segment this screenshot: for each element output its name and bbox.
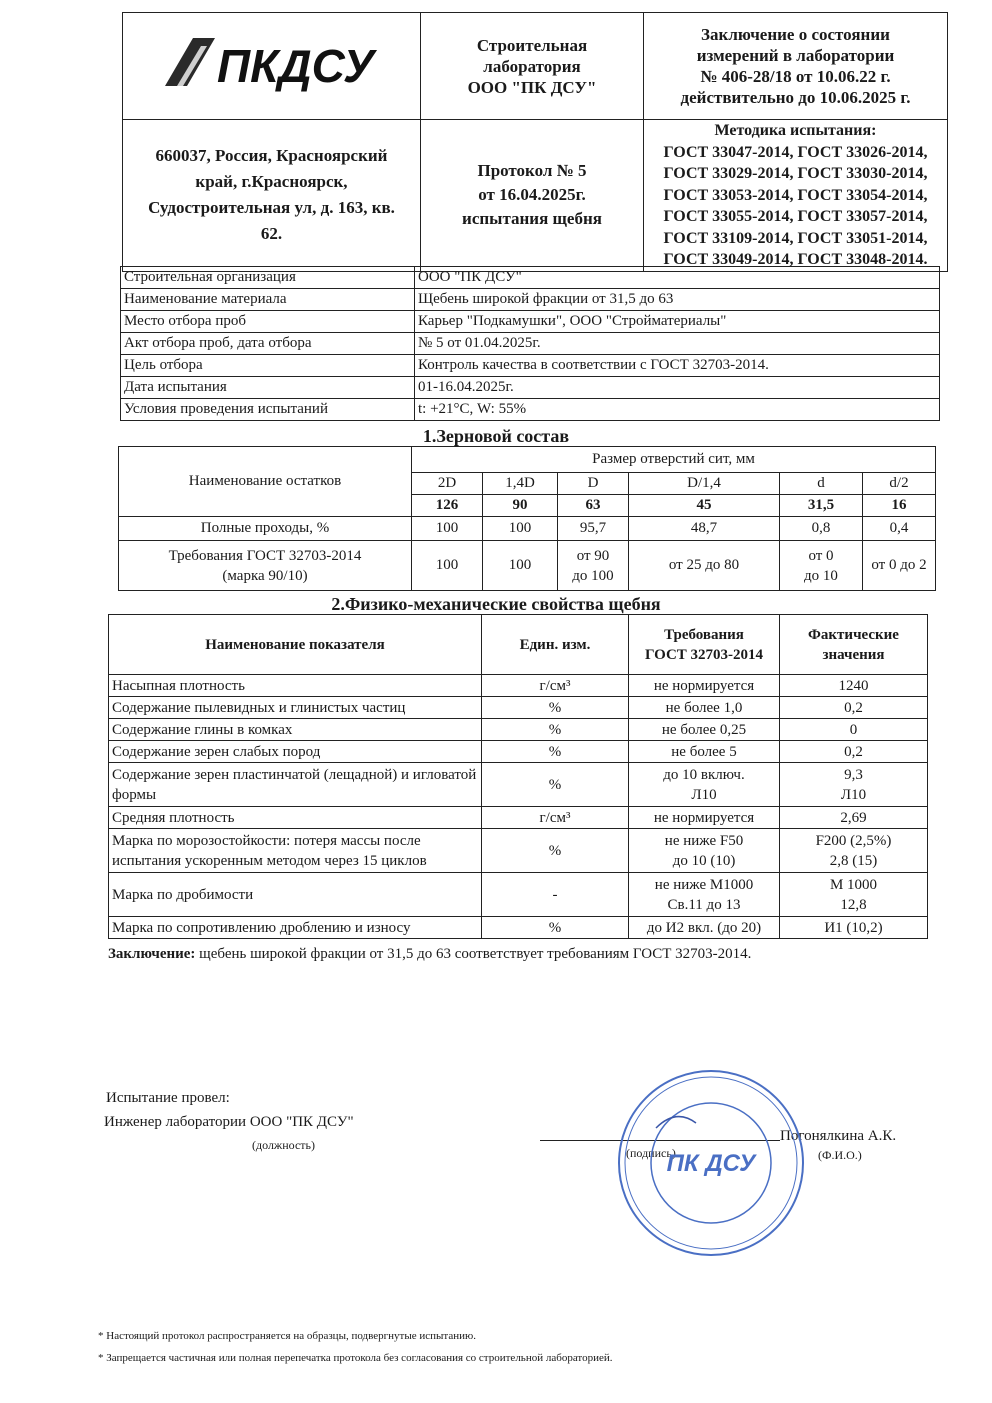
info-value: № 5 от 01.04.2025г. bbox=[415, 333, 940, 355]
info-value: ООО "ПК ДСУ" bbox=[415, 267, 940, 289]
sieve-mm: 45 bbox=[629, 495, 780, 517]
phys-req: не более 5 bbox=[629, 741, 780, 763]
grain-row bbox=[119, 541, 936, 591]
methods-title: Методика испытания: bbox=[714, 122, 877, 139]
phys-fact: 0,2 bbox=[780, 741, 928, 763]
phys-req bbox=[629, 763, 780, 807]
phys-fact bbox=[780, 763, 928, 807]
grain-req-label-line: (марка 90/10) bbox=[222, 567, 308, 584]
grain-cell-line: до 100 bbox=[572, 567, 614, 584]
sieve-size-label: D/1,4 bbox=[629, 473, 780, 495]
grain-composition-table bbox=[118, 446, 936, 591]
logo-text: ПКДСУ bbox=[216, 39, 374, 92]
phys-req-line: Л10 bbox=[691, 786, 717, 803]
phys-fact-line: F200 (2,5%) bbox=[815, 832, 892, 849]
sieve-size-label: 1,4D bbox=[483, 473, 558, 495]
phys-name: Содержание пылевидных и глинистых частиц bbox=[109, 697, 482, 719]
phys-req: не нормируется bbox=[629, 807, 780, 829]
physical-properties-table bbox=[108, 614, 928, 939]
phys-unit: г/см³ bbox=[482, 675, 629, 697]
grain-req-label-line: Требования ГОСТ 32703-2014 bbox=[168, 547, 362, 564]
conclusion-text: щебень широкой фракции от 31,5 до 63 соответствует требованиям ГОСТ 32703-2014. bbox=[195, 946, 752, 962]
engineer-name: Погонялкина А.К. bbox=[780, 1128, 897, 1144]
sieve-size-header: Размер отверстий сит, мм bbox=[412, 447, 936, 473]
footnote: * Запрещается частичная или полная перепечатка протокола без согласования со строительной лабораторией. bbox=[98, 1352, 613, 1364]
grain-cell: 100 bbox=[412, 517, 483, 541]
grain-cell: от 25 до 80 bbox=[629, 541, 780, 591]
info-label: Акт отбора проб, дата отбора bbox=[121, 333, 415, 355]
grain-cell: 0,4 bbox=[863, 517, 936, 541]
phys-row bbox=[109, 741, 928, 763]
protocol-subject: испытания щебня bbox=[462, 209, 602, 229]
phys-req-line: до 10 (10) bbox=[672, 852, 736, 869]
grain-cell bbox=[780, 541, 863, 591]
phys-unit: % bbox=[482, 917, 629, 939]
grain-cell: 100 bbox=[483, 517, 558, 541]
info-row bbox=[121, 377, 940, 399]
phys-header-req bbox=[629, 615, 780, 675]
method-line: ГОСТ 33047-2014, ГОСТ 33026-2014, bbox=[663, 143, 928, 161]
phys-header-req-line: ГОСТ 32703-2014 bbox=[644, 646, 764, 663]
grain-cell: 0,8 bbox=[780, 517, 863, 541]
info-value: Карьер "Подкамушки", ООО "Стройматериалы" bbox=[415, 311, 940, 333]
grain-cell bbox=[558, 541, 629, 591]
phys-header-fact bbox=[780, 615, 928, 675]
phys-row bbox=[109, 763, 928, 807]
conclusion bbox=[108, 946, 751, 963]
phys-header-req-line: Требования bbox=[664, 626, 744, 643]
phys-row bbox=[109, 829, 928, 873]
phys-name: Марка по сопротивлению дроблению и износу bbox=[109, 917, 482, 939]
phys-req: не нормируется bbox=[629, 675, 780, 697]
phys-row bbox=[109, 719, 928, 741]
info-value: t: +21°С, W: 55% bbox=[415, 399, 940, 421]
sieve-mm: 126 bbox=[412, 495, 483, 517]
phys-fact-line: 2,8 (15) bbox=[829, 852, 878, 869]
phys-row bbox=[109, 873, 928, 917]
signature-caption: (подпись) bbox=[626, 1146, 676, 1160]
info-label: Условия проведения испытаний bbox=[121, 399, 415, 421]
phys-req: не более 0,25 bbox=[629, 719, 780, 741]
phys-fact bbox=[780, 873, 928, 917]
grain-name-header: Наименование остатков bbox=[119, 447, 412, 517]
grain-cell: 48,7 bbox=[629, 517, 780, 541]
accreditation-line: Заключение о состоянии bbox=[701, 25, 890, 44]
method-line: ГОСТ 33109-2014, ГОСТ 33051-2014, bbox=[663, 229, 928, 247]
sieve-mm: 63 bbox=[558, 495, 629, 517]
info-value: Щебень широкой фракции от 31,5 до 63 bbox=[415, 289, 940, 311]
sieve-size-label: 2D bbox=[412, 473, 483, 495]
phys-fact bbox=[780, 829, 928, 873]
info-row bbox=[121, 355, 940, 377]
phys-fact: 2,69 bbox=[780, 807, 928, 829]
accreditation-line: № 406-28/18 от 10.06.22 г. bbox=[700, 67, 891, 86]
conclusion-label: Заключение: bbox=[108, 946, 196, 962]
info-label: Строительная организация bbox=[121, 267, 415, 289]
phys-fact: 1240 bbox=[780, 675, 928, 697]
phys-name: Содержание зерен пластинчатой (лещадной) и игловатой формы bbox=[109, 763, 482, 807]
lab-name-cell bbox=[421, 13, 644, 120]
method-line: ГОСТ 33049-2014, ГОСТ 33048-2014. bbox=[663, 251, 928, 268]
phys-unit: % bbox=[482, 763, 629, 807]
company-seal-stamp bbox=[616, 1068, 806, 1258]
phys-name: Содержание глины в комках bbox=[109, 719, 482, 741]
lab-line: Строительная bbox=[476, 35, 588, 55]
info-label: Место отбора проб bbox=[121, 311, 415, 333]
logo-cell bbox=[123, 13, 421, 120]
address-line: 660037, Россия, Красноярский bbox=[155, 146, 388, 166]
phys-name: Средняя плотность bbox=[109, 807, 482, 829]
info-value: 01-16.04.2025г. bbox=[415, 377, 940, 399]
grain-section-title: 1.Зерновой состав bbox=[422, 426, 570, 446]
accreditation-cell bbox=[644, 13, 948, 120]
phys-req-line: до 10 включ. bbox=[663, 766, 745, 783]
phys-row bbox=[109, 917, 928, 939]
sieve-mm: 16 bbox=[863, 495, 936, 517]
phys-req bbox=[629, 873, 780, 917]
grain-cell: 100 bbox=[483, 541, 558, 591]
info-row bbox=[121, 311, 940, 333]
sieve-size-label: D bbox=[558, 473, 629, 495]
accreditation-line: измерений в лаборатории bbox=[696, 46, 895, 65]
address-line: Судостроительная ул, д. 163, кв. bbox=[148, 198, 395, 218]
info-label: Цель отбора bbox=[121, 355, 415, 377]
grain-cell-line: от 0 bbox=[808, 547, 834, 564]
info-row bbox=[121, 399, 940, 421]
phys-name: Марка по дробимости bbox=[109, 873, 482, 917]
grain-row-label bbox=[119, 541, 412, 591]
sieve-mm: 31,5 bbox=[780, 495, 863, 517]
grain-cell-line: от 90 bbox=[576, 547, 610, 564]
svg-text:ПК ДСУ: ПК ДСУ bbox=[666, 1150, 756, 1177]
accreditation-line: действительно до 10.06.2025 г. bbox=[680, 88, 911, 107]
grain-cell: от 0 до 2 bbox=[863, 541, 936, 591]
info-row bbox=[121, 333, 940, 355]
info-label: Дата испытания bbox=[121, 377, 415, 399]
phys-fact: И1 (10,2) bbox=[780, 917, 928, 939]
phys-unit: г/см³ bbox=[482, 807, 629, 829]
company-logo bbox=[157, 34, 387, 94]
phys-req-line: не ниже F50 bbox=[664, 832, 744, 849]
sample-info-table bbox=[120, 266, 940, 421]
phys-fact-line: 12,8 bbox=[840, 896, 867, 913]
tested-by-label: Испытание провел: bbox=[106, 1090, 230, 1106]
grain-row-label: Полные проходы, % bbox=[119, 517, 412, 541]
phys-req: до И2 вкл. (до 20) bbox=[629, 917, 780, 939]
phys-row bbox=[109, 697, 928, 719]
lab-line: ООО "ПК ДСУ" bbox=[467, 77, 597, 97]
phys-fact: 0 bbox=[780, 719, 928, 741]
header-table bbox=[122, 12, 948, 272]
phys-unit: - bbox=[482, 873, 629, 917]
engineer-position: Инженер лаборатории ООО "ПК ДСУ" bbox=[104, 1114, 354, 1130]
phys-unit: % bbox=[482, 719, 629, 741]
phys-section-title: 2.Физико-механические свойства щебня bbox=[331, 594, 661, 614]
sieve-size-label: d/2 bbox=[863, 473, 936, 495]
sieve-size-label: d bbox=[780, 473, 863, 495]
method-line: ГОСТ 33053-2014, ГОСТ 33054-2014, bbox=[663, 186, 928, 204]
phys-header-name: Наименование показателя bbox=[109, 615, 482, 675]
sieve-mm: 90 bbox=[483, 495, 558, 517]
phys-name: Содержание зерен слабых пород bbox=[109, 741, 482, 763]
method-line: ГОСТ 33029-2014, ГОСТ 33030-2014, bbox=[663, 165, 928, 182]
phys-header-fact-line: Фактические bbox=[808, 626, 899, 643]
phys-name: Насыпная плотность bbox=[109, 675, 482, 697]
grain-cell-line: до 10 bbox=[804, 567, 838, 584]
method-line: ГОСТ 33055-2014, ГОСТ 33057-2014, bbox=[663, 208, 928, 225]
lab-line: лаборатория bbox=[483, 56, 581, 76]
phys-fact: 0,2 bbox=[780, 697, 928, 719]
phys-unit: % bbox=[482, 829, 629, 873]
grain-row bbox=[119, 517, 936, 541]
phys-header-fact-line: значения bbox=[822, 646, 885, 663]
phys-req-line: Св.11 до 13 bbox=[667, 896, 741, 913]
methods-cell bbox=[644, 120, 948, 272]
phys-unit: % bbox=[482, 741, 629, 763]
phys-name: Марка по морозостойкости: потеря массы после испытания ускоренным методом через 15 циклов bbox=[109, 829, 482, 873]
info-value: Контроль качества в соответствии с ГОСТ 32703-2014. bbox=[415, 355, 940, 377]
info-row bbox=[121, 267, 940, 289]
protocol-cell bbox=[421, 120, 644, 272]
phys-fact-line: Л10 bbox=[840, 786, 867, 803]
phys-header-unit: Един. изм. bbox=[482, 615, 629, 675]
protocol-number: Протокол № 5 bbox=[477, 161, 587, 181]
phys-unit: % bbox=[482, 697, 629, 719]
phys-row bbox=[109, 675, 928, 697]
footnote: * Настоящий протокол распространяется на образцы, подвергнутые испытанию. bbox=[98, 1330, 476, 1342]
phys-row bbox=[109, 807, 928, 829]
address-line: край, г.Красноярск, bbox=[195, 172, 348, 192]
protocol-date: от 16.04.2025г. bbox=[478, 185, 586, 205]
phys-req-line: не ниже М1000 bbox=[654, 876, 754, 893]
grain-cell: 100 bbox=[412, 541, 483, 591]
grain-cell: 95,7 bbox=[558, 517, 629, 541]
name-caption: (Ф.И.О.) bbox=[818, 1148, 862, 1162]
phys-req bbox=[629, 829, 780, 873]
address-cell bbox=[123, 120, 421, 272]
info-row bbox=[121, 289, 940, 311]
info-label: Наименование материала bbox=[121, 289, 415, 311]
address-line: 62. bbox=[260, 224, 283, 244]
phys-fact-line: М 1000 bbox=[829, 876, 878, 893]
position-caption: (должность) bbox=[252, 1138, 315, 1152]
phys-fact-line: 9,3 bbox=[844, 766, 863, 783]
phys-req: не более 1,0 bbox=[629, 697, 780, 719]
